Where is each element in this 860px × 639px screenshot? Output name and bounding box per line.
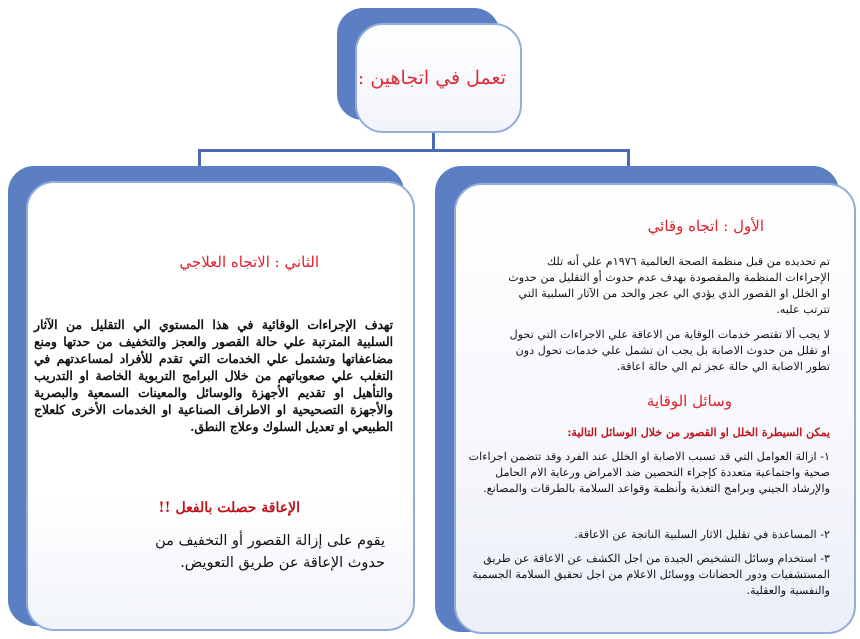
right-intro: يمكن السيطرة الخلل او القصور من خلال الوسائل التالية: xyxy=(567,426,830,439)
right-subheading: وسائل الوقاية xyxy=(646,392,732,410)
right-panel xyxy=(454,183,856,634)
right-para2: لا يجب ألا تقتصر خدمات الوقاية من الاعاقة علي الاجراءات التي تحول او تقلل من حدوث الاصابة بل يجب ان تشمل علي خدمات تحول دون تطور الاصابة الي حالة عجز ثم الي حالة اعاقة. xyxy=(509,328,830,373)
connector-horizontal xyxy=(198,149,630,152)
left-subheading: الإعاقة حصلت بالفعل !! xyxy=(158,500,300,516)
right-item2: ٢- المساعدة في تقليل الاثار السلبية الناتجة عن الاعاقة. xyxy=(574,528,830,541)
left-heading: الثاني : الاتجاه العلاجي xyxy=(179,253,319,271)
right-para1: تم تحديده من قبل منظمة الصحة العالمية ١٩٧٦م علي أنه تلك الإجراءات المنظمة والمقصودة بهدف عدم حدوث أو التقليل من حدوث او الخلل او القصور الذي يؤدي الي عجز والحد من الآثار السلبية التي تترتب عليه. xyxy=(508,255,830,316)
right-heading: الأول : اتجاه وقائي xyxy=(647,217,764,235)
title-box xyxy=(355,23,522,133)
right-item1: ١- ازالة العوامل التي قد تسبب الاصابة او الخلل عند الفرد وقد تتضمن اجراءات صحية واجتماعية متعددة كإجراء التحصين ضد الامراض ورعاية الام الحامل والإرشاد الجيني وبرامج التغذية وأنظمة وقواعد السلامة بالطرقات والمصانع. xyxy=(468,450,830,495)
right-item3: ٣- استخدام وسائل التشخيص الجيدة من اجل الكشف عن الاعاقة عن طريق المستشفيات ودور الحضانات ووسائل الاعلام من اجل تحقيق السلامة الجسمية والنفسية والعقلية. xyxy=(472,552,830,597)
left-panel xyxy=(26,181,415,631)
left-body: تهدف الإجراءات الوقائية في هذا المستوي الي التقليل من الآثار السلبية المترتبة علي حالة القصور والعجز والتخفيف من حدتها ومنع مضاعفاتها وتشتمل علي الخدمات التي تقدم للأفراد لمساعدتهم في التغلب علي صعوباتهم من خلال البرامج التربوية الخاصة او التدريب والتأهيل او تقديم الأجهزة والوسائل والمعينات السمعية والبصرية والأجهزة التصحيحية او الاطراف الصناعية او الخدمات الأخرى كلعلاج الطبيعي او تعديل السلوك وعلاج النطق. xyxy=(34,317,393,434)
title-text: تعمل في اتجاهين : xyxy=(357,67,506,89)
left-note: يقوم على إزالة القصور أو التخفيف من حدوث الإعاقة عن طريق التعويض. xyxy=(155,533,385,571)
